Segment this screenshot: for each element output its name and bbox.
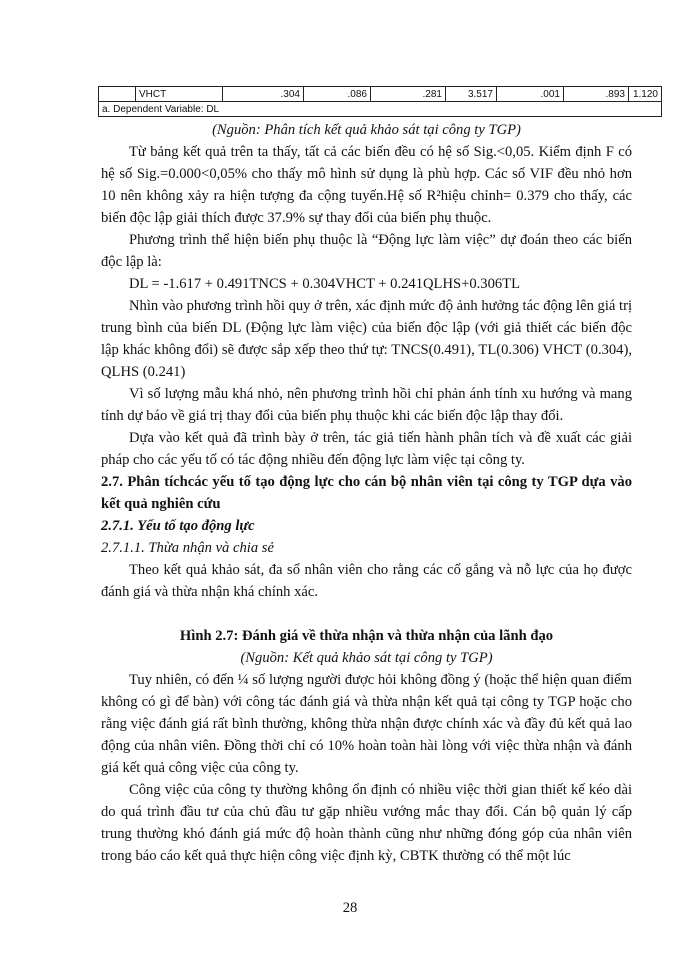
table-footnote-row	[99, 102, 662, 117]
paragraph: Dựa vào kết quả đã trình bày ở trên, tác giả tiến hành phân tích và đề xuất các giải pháp cho các yếu tố có tác động nhiều đến động lực làm việc tại công ty.	[101, 430, 632, 468]
table-cell: .086	[304, 87, 371, 102]
figure-caption: Hình 2.7: Đánh giá về thừa nhận và thừa nhận của lãnh đạo	[179, 628, 554, 644]
table-cell: .304	[223, 87, 304, 102]
paragraph: Từ bảng kết quả trên ta thấy, tất cả các biến đều có hệ số Sig.<0,05. Kiểm định F có hệ số Sig.=0.000<0,05% cho thấy mô hình sử dụng là phù hợp. Các số VIF đều nhỏ hơn 10 nên không xảy ra hiện tượng đa cộng tuyến.Hệ số R²hiệu chỉnh= 0.379 cho thấy, các biến độc lập giải thích được 37.9% sự thay đổi của biến phụ thuộc.	[101, 144, 632, 226]
paragraph: Công việc của công ty thường không ổn định có nhiều việc thời gian thiết kế kéo dài do quá trình đầu tư của chủ đầu tư gặp nhiều vướng mắc thay đổi. Cán bộ quản lý cấp trung thường khó đánh giá mức độ hoàn thành cũng như những đóng góp của nhân viên trong báo cáo kết quả thực hiện công việc định kỳ, CBTK thường có thể một lúc	[101, 782, 632, 864]
table-cell: 1.120	[629, 87, 662, 102]
page-number: 28	[342, 900, 358, 916]
regression-table-fragment	[98, 86, 662, 117]
table-footnote: a. Dependent Variable: DL	[99, 102, 662, 117]
body-text	[101, 119, 632, 603]
paragraph: Tuy nhiên, có đến ¼ số lượng người được hỏi không đồng ý (hoặc thể hiện quan điểm không có gì để bàn) với công tác đánh giá và thừa nhận kết quả tại công ty TGP hoặc cho rằng việc đánh giá rất bình thường, không thừa nhận được chính xác và đầy đủ kết quả lao động của nhân viên. Đồng thời chỉ có 10% hoàn toàn hài lòng với việc thừa nhận và đánh giá kết quả công việc của công ty.	[101, 672, 632, 776]
regression-equation: DL = -1.617 + 0.491TNCS + 0.304VHCT + 0.241QLHS+0.306TL	[129, 276, 520, 292]
table-source: (Nguồn: Phân tích kết quả khảo sát tại công ty TGP)	[212, 122, 521, 138]
table-row	[99, 87, 662, 102]
paragraph: Nhìn vào phương trình hồi quy ở trên, xác định mức độ ảnh hưởng tác động lên giá trị trung bình của biến DL (Động lực làm việc) của biến độc lập (với giả thiết các biến độc lập khác không đổi) sẽ được sắp xếp theo thứ tự: TNCS(0.491), TL(0.306) VHCT (0.304), QLHS (0.241)	[101, 298, 632, 380]
figure-source: (Nguồn: Kết quả khảo sát tại công ty TGP)	[240, 650, 493, 666]
subsubsection-heading: 2.7.1.1. Thừa nhận và chia sẻ	[101, 540, 274, 556]
paragraph: Theo kết quả khảo sát, đa số nhân viên cho rằng các cố gắng và nỗ lực của họ được đánh giá và thừa nhận khá chính xác.	[101, 562, 632, 600]
table-cell: .893	[564, 87, 629, 102]
table-cell-blank	[99, 87, 136, 102]
paragraph: Phương trình thể hiện biến phụ thuộc là “Động lực làm việc” dự đoán theo các biến độc lập là:	[101, 232, 632, 270]
table-cell: .281	[371, 87, 446, 102]
subsection-heading: 2.7.1. Yếu tố tạo động lực	[101, 518, 255, 534]
table-cell-variable: VHCT	[136, 87, 223, 102]
table-cell: 3.517	[446, 87, 497, 102]
section-heading: 2.7. Phân tíchcác yếu tố tạo động lực cho cán bộ nhân viên tại công ty TGP dựa vào kết quả nghiên cứu	[101, 474, 632, 512]
figure-block	[101, 625, 632, 867]
table-cell: .001	[497, 87, 564, 102]
paragraph: Vì số lượng mẫu khá nhỏ, nên phương trình hồi chỉ phản ánh tính xu hướng và mang tính dự báo về giá trị thay đổi của biến phụ thuộc khi các biến độc lập thay đổi.	[101, 386, 632, 424]
